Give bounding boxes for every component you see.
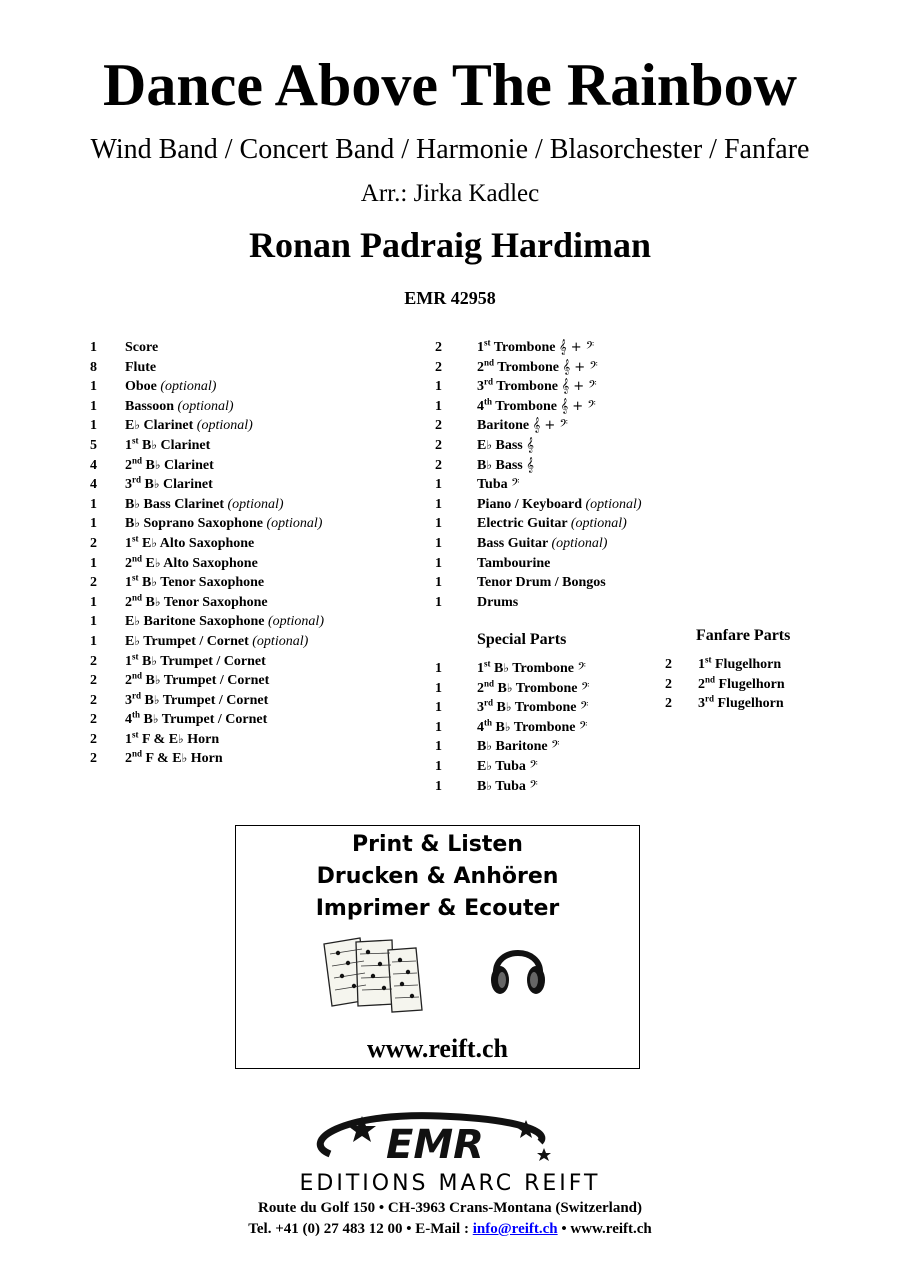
part-row xyxy=(435,397,695,417)
part-row xyxy=(435,593,695,613)
part-name: Drums xyxy=(477,594,519,610)
promo-url: www.reift.ch xyxy=(366,1034,509,1063)
part-quantity: 1 xyxy=(435,661,442,676)
part-optional-note: (optional) xyxy=(551,535,608,551)
part-row xyxy=(90,652,420,672)
part-name: Flute xyxy=(125,359,157,375)
part-quantity: 1 xyxy=(435,680,442,696)
part-quantity: 2 xyxy=(435,359,442,375)
part-name: 1st B♭ Trumpet / Cornet xyxy=(125,650,266,669)
fanfare-parts-heading: Fanfare Parts xyxy=(696,627,791,644)
part-name: 1st Trombone 𝄞 + 𝄢 xyxy=(477,337,595,355)
part-quantity: 2 xyxy=(90,535,97,551)
part-row xyxy=(90,710,420,730)
part-row xyxy=(435,358,695,378)
part-quantity: 1 xyxy=(435,719,442,735)
clef-icon: 𝄢 xyxy=(551,739,560,755)
part-quantity: 2 xyxy=(665,657,672,672)
part-optional-note: (optional) xyxy=(570,516,627,532)
part-name: 4th Trombone 𝄞 + 𝄢 xyxy=(477,396,596,414)
clef-icon: 𝄞 + 𝄢 xyxy=(560,398,596,414)
part-name: 1st B♭ Trombone 𝄢 xyxy=(477,658,586,676)
clef-icon: 𝄢 xyxy=(579,700,589,716)
arranger: Arr.: Jirka Kadlec xyxy=(360,180,540,207)
special-parts-heading: Special Parts xyxy=(477,631,567,648)
part-optional-note: (optional) xyxy=(177,398,234,414)
part-name: 1st B♭ Tenor Saxophone xyxy=(125,572,265,591)
part-row xyxy=(435,777,655,797)
print-listen-box xyxy=(235,825,640,1069)
part-row xyxy=(90,554,420,574)
part-quantity: 1 xyxy=(90,614,97,630)
emr-logo xyxy=(300,1102,570,1172)
part-row xyxy=(435,495,695,515)
clef-icon: 𝄢 xyxy=(577,661,586,676)
part-row xyxy=(435,338,695,358)
part-name: Score xyxy=(125,340,159,355)
part-row xyxy=(90,416,420,436)
part-name: 1st F & E♭ Horn xyxy=(125,729,220,747)
score-title: Dance Above The Rainbow xyxy=(103,52,797,118)
publisher-contact xyxy=(0,1219,900,1239)
part-row xyxy=(435,456,695,476)
clef-icon: 𝄞 xyxy=(526,437,534,453)
clef-icon: 𝄞 + 𝄢 xyxy=(532,418,568,434)
part-name: Piano / Keyboard (optional) xyxy=(477,496,642,512)
part-name: B♭ Baritone 𝄢 xyxy=(477,739,560,755)
publisher-name: EDITIONS MARC REIFT xyxy=(299,1171,601,1196)
clef-icon: 𝄞 + 𝄢 xyxy=(561,379,597,395)
part-quantity: 1 xyxy=(435,496,442,512)
part-name: 2nd B♭ Trombone 𝄢 xyxy=(477,677,590,696)
clef-icon: 𝄢 xyxy=(511,477,520,493)
part-name: B♭ Tuba 𝄢 xyxy=(477,778,538,794)
part-name: B♭ Bass 𝄞 xyxy=(477,457,534,473)
part-row xyxy=(665,655,865,675)
part-row xyxy=(90,456,420,476)
part-row xyxy=(90,612,420,632)
part-optional-note: (optional) xyxy=(160,379,217,395)
part-quantity: 1 xyxy=(435,739,442,755)
part-row xyxy=(435,573,695,593)
part-row xyxy=(90,358,420,378)
part-quantity: 1 xyxy=(90,340,97,355)
part-row xyxy=(90,593,420,613)
part-name: 1st E♭ Alto Saxophone xyxy=(125,533,255,551)
part-name: 2nd B♭ Trumpet / Cornet xyxy=(125,670,270,689)
part-row xyxy=(90,730,420,750)
part-name: E♭ Baritone Saxophone (optional) xyxy=(125,614,324,630)
clef-icon: 𝄢 xyxy=(529,778,538,794)
part-quantity: 2 xyxy=(435,340,442,355)
part-row xyxy=(435,659,655,679)
ensemble-subtitle: Wind Band / Concert Band / Harmonie / Blasorchester / Fanfare xyxy=(90,134,810,165)
part-row xyxy=(435,514,695,534)
part-quantity: 2 xyxy=(665,676,672,692)
clef-icon: 𝄢 xyxy=(579,719,588,735)
part-name: 3rd B♭ Clarinet xyxy=(125,474,213,493)
part-row xyxy=(90,691,420,711)
part-name: 3rd B♭ Trumpet / Cornet xyxy=(125,690,269,708)
part-quantity: 2 xyxy=(90,653,97,669)
part-quantity: 1 xyxy=(90,633,97,649)
part-quantity: 5 xyxy=(90,437,97,453)
part-name: Tuba 𝄢 xyxy=(477,477,520,493)
part-quantity: 2 xyxy=(435,437,442,453)
part-name: 2nd Flugelhorn xyxy=(698,673,785,692)
part-row xyxy=(90,534,420,554)
part-quantity: 2 xyxy=(90,731,97,747)
part-quantity: 1 xyxy=(435,758,442,774)
part-name: E♭ Tuba 𝄢 xyxy=(477,758,538,774)
part-quantity: 1 xyxy=(435,477,442,493)
part-quantity: 1 xyxy=(90,418,97,434)
part-name: E♭ Bass 𝄞 xyxy=(477,437,534,453)
part-row xyxy=(90,397,420,417)
part-quantity: 2 xyxy=(90,575,97,591)
part-quantity: 4 xyxy=(90,457,97,473)
part-name: 2nd F & E♭ Horn xyxy=(125,748,223,767)
part-quantity: 1 xyxy=(90,516,97,532)
part-name: B♭ Bass Clarinet (optional) xyxy=(125,496,284,512)
part-name: 3rd Flugelhorn xyxy=(698,693,784,712)
contact-prefix: Tel. +41 (0) 27 483 12 00 • E-Mail : xyxy=(248,1221,473,1237)
part-name: 4th B♭ Trombone 𝄢 xyxy=(477,717,588,735)
clef-icon: 𝄢 xyxy=(581,680,590,696)
part-name: E♭ Clarinet (optional) xyxy=(125,418,253,434)
clef-icon: 𝄞 + 𝄢 xyxy=(558,340,595,355)
part-quantity: 1 xyxy=(435,778,442,794)
clef-icon: 𝄢 xyxy=(529,758,538,774)
part-row xyxy=(90,475,420,495)
part-row xyxy=(435,377,695,397)
part-row xyxy=(90,632,420,652)
part-name: Bass Guitar (optional) xyxy=(477,535,608,551)
part-quantity: 2 xyxy=(90,673,97,689)
part-row xyxy=(435,416,695,436)
part-quantity: 1 xyxy=(90,398,97,414)
part-row xyxy=(435,757,655,777)
special-parts-list xyxy=(435,659,655,796)
part-name: Baritone 𝄞 + 𝄢 xyxy=(477,418,568,434)
email-link[interactable]: info@reift.ch xyxy=(472,1221,558,1237)
part-name: 4th B♭ Trumpet / Cornet xyxy=(125,709,268,728)
part-quantity: 2 xyxy=(435,418,442,434)
part-optional-note: (optional) xyxy=(585,496,642,512)
part-row xyxy=(435,554,695,574)
part-quantity: 1 xyxy=(435,700,442,716)
part-quantity: 1 xyxy=(435,555,442,571)
part-row xyxy=(435,679,655,699)
contact-suffix: • www.reift.ch xyxy=(557,1221,652,1237)
part-row xyxy=(90,573,420,593)
part-quantity: 2 xyxy=(90,692,97,708)
part-row xyxy=(90,749,420,769)
part-name: 1st Flugelhorn xyxy=(698,654,782,672)
part-name: Oboe (optional) xyxy=(125,379,217,395)
part-row xyxy=(435,737,655,757)
sheet-music-icon xyxy=(318,934,430,1014)
part-name: 2nd B♭ Clarinet xyxy=(125,454,214,473)
part-row xyxy=(665,675,865,695)
logo-text: EMR xyxy=(386,1122,484,1168)
part-quantity: 2 xyxy=(90,751,97,767)
part-optional-note: (optional) xyxy=(266,516,323,532)
part-row xyxy=(90,514,420,534)
part-name: B♭ Soprano Saxophone (optional) xyxy=(125,516,323,532)
part-name: 2nd Trombone 𝄞 + 𝄢 xyxy=(477,356,598,375)
part-optional-note: (optional) xyxy=(267,614,324,630)
part-row xyxy=(665,694,865,714)
part-name: E♭ Trumpet / Cornet (optional) xyxy=(125,633,309,649)
part-row xyxy=(90,671,420,691)
part-quantity: 1 xyxy=(435,379,442,395)
part-row xyxy=(435,534,695,554)
composer: Ronan Padraig Hardiman xyxy=(248,225,652,265)
part-quantity: 1 xyxy=(90,555,97,571)
parts-list-left xyxy=(90,338,420,769)
part-row xyxy=(90,436,420,456)
part-row xyxy=(435,718,655,738)
part-quantity: 1 xyxy=(435,398,442,414)
part-name: 1st B♭ Clarinet xyxy=(125,435,211,453)
part-quantity: 1 xyxy=(435,594,442,610)
part-quantity: 1 xyxy=(90,594,97,610)
clef-icon: 𝄞 + 𝄢 xyxy=(562,359,598,375)
part-name: Tambourine xyxy=(477,555,551,571)
part-name: Tenor Drum / Bongos xyxy=(477,575,606,591)
promo-line-1: Print & Listen xyxy=(352,832,523,857)
part-row xyxy=(435,475,695,495)
promo-line-2: Drucken & Anhören xyxy=(316,864,559,889)
part-quantity: 2 xyxy=(665,696,672,712)
part-quantity: 8 xyxy=(90,359,97,375)
catalog-number: EMR 42958 xyxy=(404,288,496,308)
parts-list-right xyxy=(435,338,695,612)
part-row xyxy=(435,436,695,456)
part-quantity: 1 xyxy=(90,379,97,395)
part-name: Bassoon (optional) xyxy=(125,398,234,414)
part-quantity: 2 xyxy=(90,712,97,728)
part-name: 2nd B♭ Tenor Saxophone xyxy=(125,592,268,610)
part-name: Electric Guitar (optional) xyxy=(477,516,627,532)
part-name: 3rd B♭ Trombone 𝄢 xyxy=(477,697,589,716)
part-row xyxy=(90,338,420,358)
part-row xyxy=(90,377,420,397)
publisher-address: Route du Golf 150 • CH-3963 Crans-Montana (Switzerland) xyxy=(258,1200,642,1216)
clef-icon: 𝄞 xyxy=(526,457,534,473)
part-optional-note: (optional) xyxy=(227,496,284,512)
part-optional-note: (optional) xyxy=(252,633,309,649)
part-quantity: 1 xyxy=(90,496,97,512)
part-quantity: 1 xyxy=(435,575,442,591)
part-row xyxy=(90,495,420,515)
part-name: 3rd Trombone 𝄞 + 𝄢 xyxy=(477,376,597,395)
fanfare-parts-list xyxy=(665,655,865,714)
part-optional-note: (optional) xyxy=(196,418,253,434)
part-row xyxy=(435,698,655,718)
part-quantity: 1 xyxy=(435,535,442,551)
part-quantity: 2 xyxy=(435,457,442,473)
part-name: 2nd E♭ Alto Saxophone xyxy=(125,552,258,571)
part-quantity: 1 xyxy=(435,516,442,532)
part-quantity: 4 xyxy=(90,477,97,493)
headphones-icon xyxy=(488,934,548,1000)
promo-line-3: Imprimer & Ecouter xyxy=(315,896,560,921)
